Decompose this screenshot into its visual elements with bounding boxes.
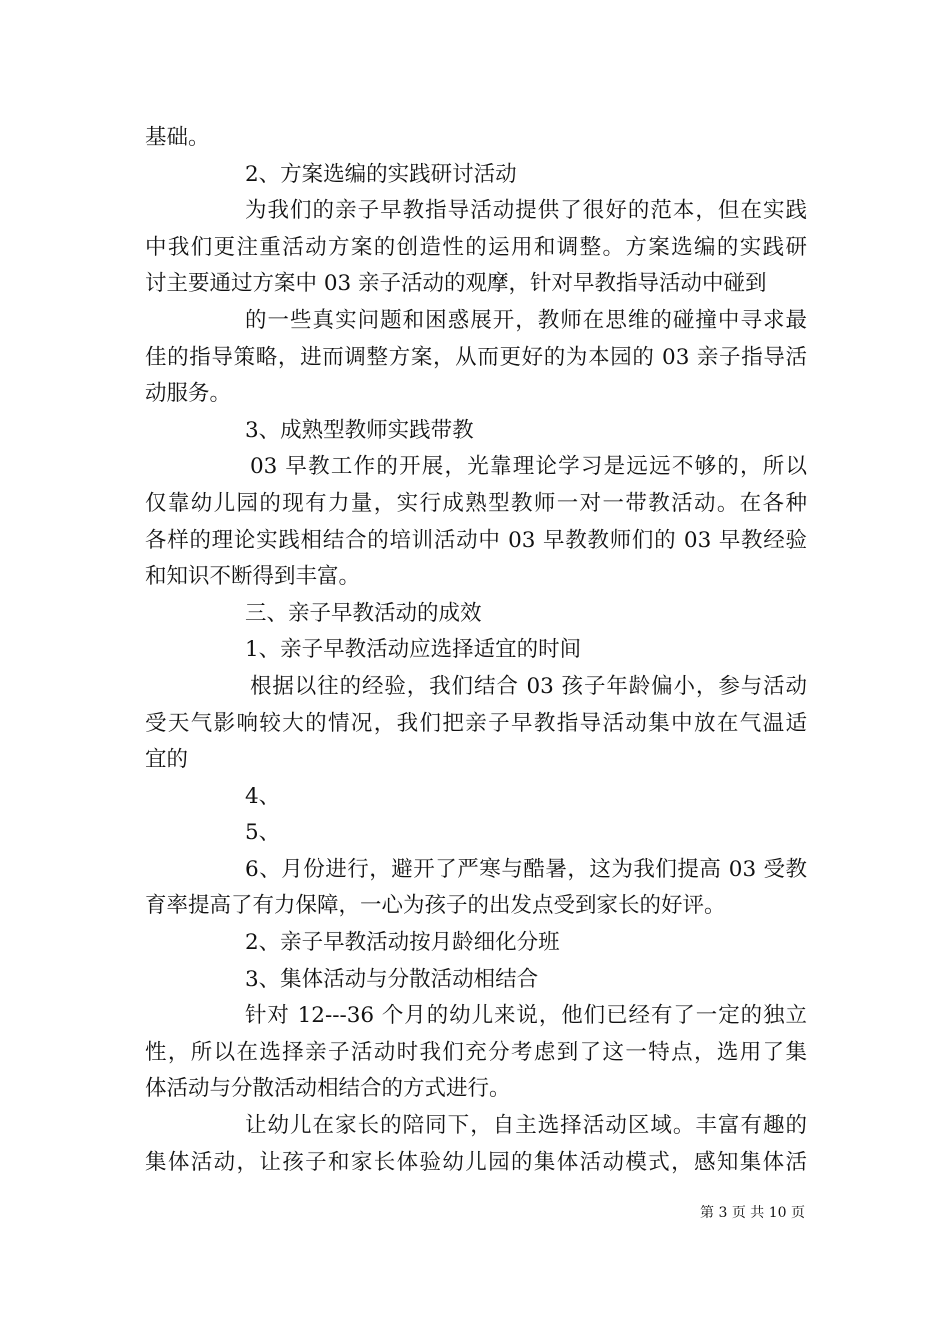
text-line: 的一些真实问题和困惑展开，教师在思维的碰撞中寻求最	[245, 307, 807, 333]
text-line: 性，所以在选择亲子活动时我们充分考虑到了这一特点，选用了集	[145, 1039, 807, 1065]
text-line: 受天气影响较大的情况，我们把亲子早教指导活动集中放在气温适	[145, 710, 807, 736]
section-heading: 3、成熟型教师实践带教	[245, 417, 474, 443]
text-line: 讨主要通过方案中 03 亲子活动的观摩，针对早教指导活动中碰到	[145, 271, 767, 297]
text-line: 各样的理论实践相结合的培训活动中 03 早教教师们的 03 早教经验	[145, 527, 807, 553]
document-body	[145, 120, 807, 1181]
text-line: 根据以往的经验，我们结合 03 孩子年龄偏小，参与活动	[250, 673, 807, 699]
text-line: 基础。	[145, 125, 210, 150]
section-heading: 1、亲子早教活动应选择适宜的时间	[245, 637, 582, 663]
text-line: 为我们的亲子早教指导活动提供了很好的范本，但在实践	[245, 198, 807, 224]
text-line: 03 早教工作的开展，光靠理论学习是远远不够的，所以	[250, 454, 807, 480]
text-line: 育率提高了有力保障，一心为孩子的出发点受到家长的好评。	[145, 893, 726, 919]
text-line: 体活动与分散活动相结合的方式进行。	[145, 1076, 511, 1102]
section-heading: 2、亲子早教活动按月龄细化分班	[245, 930, 560, 956]
text-line: 仅靠幼儿园的现有力量，实行成熟型教师一对一带教活动。在各种	[145, 490, 807, 516]
text-line: 宜的	[145, 747, 189, 773]
text-line: 集体活动，让孩子和家长体验幼儿园的集体活动模式，感知集体活	[145, 1149, 807, 1175]
text-line: 针对 12---36 个月的幼儿来说，他们已经有了一定的独立	[245, 1003, 807, 1029]
text-line: 和知识不断得到丰富。	[145, 564, 361, 590]
text-line: 中我们更注重活动方案的创造性的运用和调整。方案选编的实践研	[145, 234, 807, 260]
text-line: 佳的指导策略，进而调整方案，从而更好的为本园的 03 亲子指导活	[145, 344, 807, 370]
section-heading: 3、集体活动与分散活动相结合	[245, 966, 539, 992]
text-line: 6、月份进行，避开了严寒与酷暑，这为我们提高 03 受教	[245, 856, 807, 882]
text-line: 5、	[245, 820, 281, 846]
page-number: 第 3 页 共 10 页	[700, 1205, 805, 1221]
section-heading: 2、方案选编的实践研讨活动	[245, 161, 517, 187]
section-heading: 三、亲子早教活动的成效	[245, 600, 482, 626]
text-line: 动服务。	[145, 381, 232, 407]
text-line: 4、	[245, 783, 281, 809]
text-line: 让幼儿在家长的陪同下，自主选择活动区域。丰富有趣的	[245, 1113, 807, 1139]
